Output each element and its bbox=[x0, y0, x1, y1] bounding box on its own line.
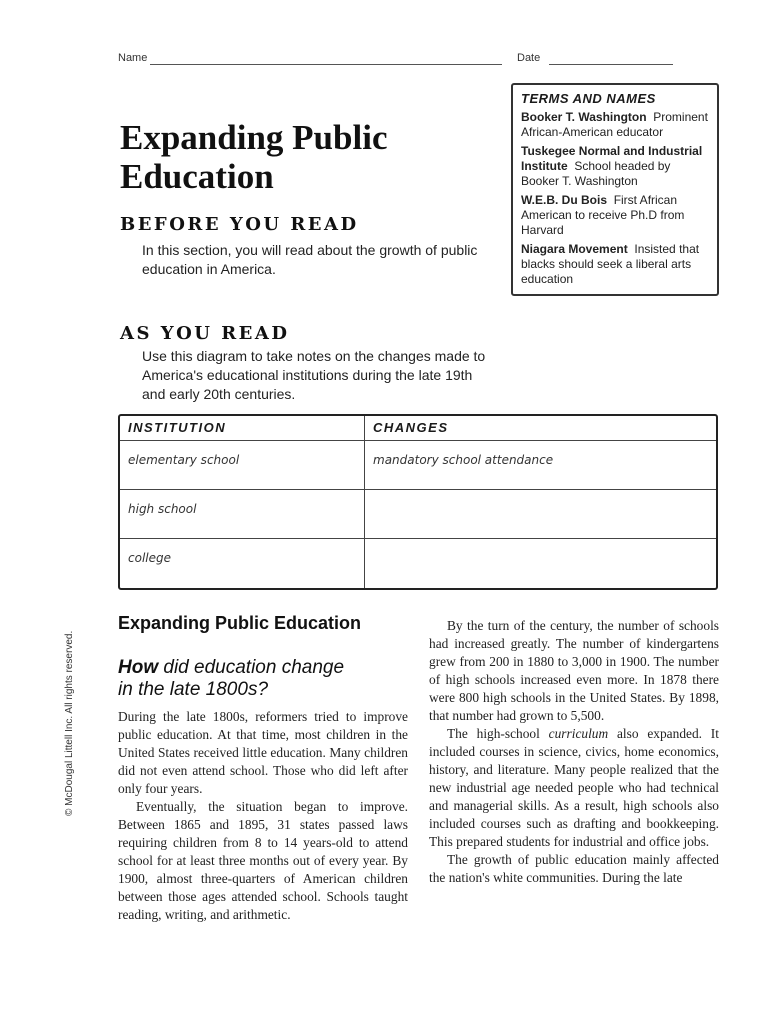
term-item bbox=[521, 193, 709, 238]
before-you-read-heading: BEFORE YOU READ bbox=[120, 214, 359, 235]
term-name: Niagara Movement bbox=[521, 242, 628, 256]
paragraph: Eventually, the situation began to improve. Between 1865 and 1895, 31 states passed laws requiring children from 8 to 14 years-old to attend school for at least three months out of every year. By 1900, almost three-quarters of American children between those ages attended school. Schools taught reading, writing, and arithmetic. bbox=[118, 799, 408, 922]
changes-cell[interactable]: mandatory school attendance bbox=[365, 441, 716, 490]
vocabulary-term: curriculum bbox=[548, 726, 609, 741]
term-name: Tuskegee Normal and Industrial Institute bbox=[521, 144, 703, 173]
changes-cell[interactable] bbox=[365, 490, 716, 539]
term-item bbox=[521, 144, 709, 189]
page-title bbox=[120, 118, 500, 196]
guiding-question bbox=[118, 657, 418, 701]
paragraph-text: The high-school bbox=[447, 726, 549, 741]
table-row bbox=[120, 539, 716, 588]
term-item bbox=[521, 110, 709, 140]
table-row bbox=[120, 490, 716, 539]
table-header-row bbox=[120, 416, 716, 441]
term-definition: Insisted that blacks should seek a liberal arts education bbox=[521, 242, 700, 286]
before-you-read-text: In this section, you will read about the growth of public education in America. bbox=[142, 242, 478, 277]
left-column bbox=[118, 708, 408, 924]
paragraph: During the late 1800s, reformers tried to improve public education. At that time, most children in the United States received little education. Many children did not even attend school. Those who did left after only four years. bbox=[118, 709, 408, 796]
terms-and-names-box bbox=[511, 83, 719, 296]
notes-table bbox=[118, 414, 718, 590]
as-you-read-heading: AS YOU READ bbox=[120, 323, 290, 344]
term-definition: Prominent African-American educator bbox=[521, 110, 708, 139]
table-row bbox=[120, 441, 716, 490]
title-line-1: Expanding Public bbox=[120, 118, 388, 157]
date-line[interactable] bbox=[549, 64, 673, 65]
institution-cell[interactable]: college bbox=[120, 539, 365, 588]
institution-cell[interactable]: high school bbox=[120, 490, 365, 539]
term-definition: School headed by Booker T. Washington bbox=[521, 159, 671, 188]
institution-cell[interactable]: elementary school bbox=[120, 441, 365, 490]
term-name: Booker T. Washington bbox=[521, 110, 647, 124]
term-name: W.E.B. Du Bois bbox=[521, 193, 608, 207]
paragraph: By the turn of the century, the number of schools had increased greatly. The number of kindergartens grew from 200 in 1880 to 3,000 in 1900. The number of high schools increased even more. In 1878 there were 800 high schools in the United States. By 1898, that number had grown to 5,500. bbox=[429, 618, 719, 723]
copyright-notice: © McDougal Littell Inc. All rights reserved. bbox=[64, 630, 75, 816]
question-keyword: How bbox=[118, 657, 159, 678]
as-you-read-text: Use this diagram to take notes on the changes made to America's educational institutions during the late 19th and early 20th centuries. bbox=[142, 348, 486, 402]
name-line[interactable] bbox=[150, 64, 502, 65]
changes-cell[interactable] bbox=[365, 539, 716, 588]
right-column bbox=[429, 617, 719, 927]
name-label: Name bbox=[118, 52, 148, 64]
column-header-changes: CHANGES bbox=[365, 416, 716, 441]
question-text-line-2: in the late 1800s? bbox=[118, 679, 269, 700]
paragraph: The growth of public education mainly affected the nation's white communities. During the late bbox=[429, 852, 719, 885]
terms-heading: TERMS AND NAMES bbox=[521, 91, 656, 106]
title-line-2: Education bbox=[120, 157, 274, 196]
term-definition: First African American to receive Ph.D from Harvard bbox=[521, 193, 685, 237]
column-header-institution: INSTITUTION bbox=[120, 416, 365, 441]
paragraph bbox=[429, 725, 719, 851]
section-heading: Expanding Public Education bbox=[118, 613, 362, 633]
term-item bbox=[521, 242, 709, 287]
date-label: Date bbox=[517, 52, 541, 64]
paragraph-text: also expanded. It included courses in science, civics, home economics, history, and literature. Many people realized that the new industrial age needed people who had technical and managerial skills. As a result, high schools also included courses such as drafting and bookkeeping. This prepared students for industrial and office jobs. bbox=[429, 726, 719, 849]
question-text-line-1: did education change bbox=[158, 657, 345, 678]
